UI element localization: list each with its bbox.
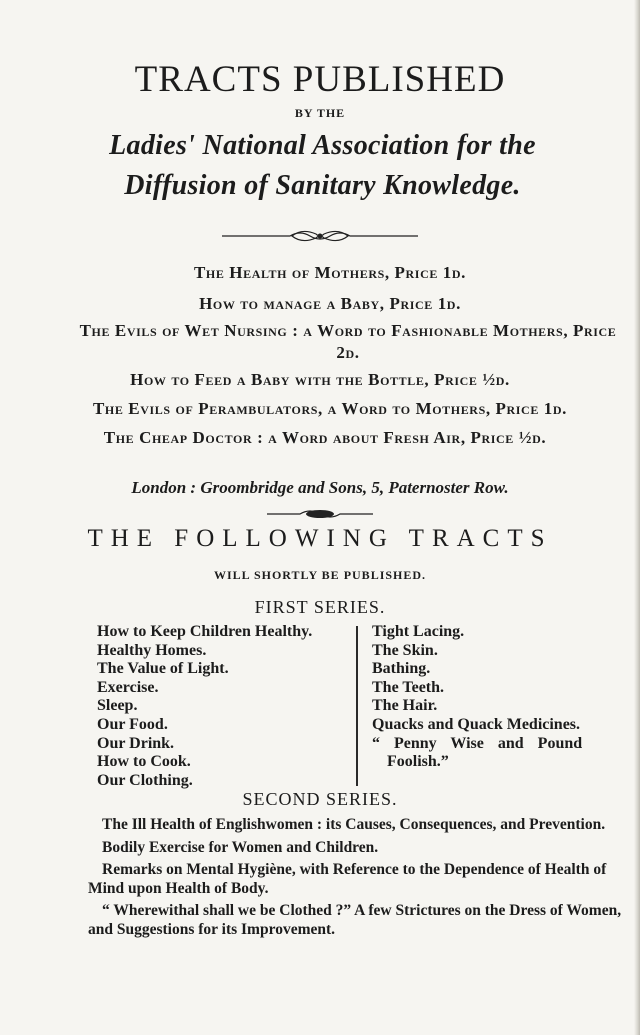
list-item: Our Drink.	[97, 734, 175, 752]
second-series-heading: SECOND SERIES.	[242, 789, 398, 809]
tract-item: How to Feed a Baby with the Bottle, Price ½d.	[130, 370, 510, 389]
tract-group	[60, 398, 600, 420]
list-item: How to Cook.	[97, 753, 191, 771]
tract-item: How to manage a Baby, Price 1d.	[199, 294, 461, 313]
following-heading: THE FOLLOWING TRACTS	[87, 525, 553, 552]
first-series-left-column	[97, 623, 347, 790]
list-item: Tight Lacing.	[372, 623, 465, 640]
tract-item: The Evils of Perambulators, a Word to Mothers, Price 1d.	[92, 399, 567, 418]
list-item: “ Wherewithal shall we be Clothed ?” A few Strictures on the Dress of Women, and Suggestions for its Improvement.	[88, 902, 622, 938]
list-item: The Value of Light.	[97, 660, 229, 678]
list-item: Quacks and Quack Medicines.	[372, 715, 581, 733]
list-item: Healthy Homes.	[97, 641, 207, 659]
by-line: BY THE	[294, 106, 346, 120]
list-item: Bathing.	[372, 660, 431, 678]
first-series-right-column	[372, 623, 622, 772]
tract-item-wrapped	[78, 320, 618, 364]
published-tracts-list	[80, 262, 580, 315]
list-item: “ Penny Wise and Pound	[372, 734, 583, 752]
list-item: The Ill Health of Englishwomen : its Causes, Consequences, and Prevention.	[102, 816, 606, 833]
following-subheading: WILL SHORTLY BE PUBLISHED.	[213, 568, 427, 582]
list-item: The Skin.	[372, 641, 438, 659]
tract-group	[60, 369, 580, 391]
society-name: Ladies' National Association for the Diffusion of Sanitary Knowledge.	[109, 130, 536, 201]
page-title: TRACTS PUBLISHED	[134, 59, 506, 100]
ornament-divider-top	[0, 228, 640, 249]
ornament-divider-middle	[0, 507, 640, 525]
list-item: Exercise.	[97, 678, 159, 696]
list-item: The Teeth.	[372, 678, 445, 696]
first-series-heading: FIRST SERIES.	[254, 597, 386, 617]
list-item: Our Food.	[97, 715, 168, 733]
list-item: Sleep.	[97, 697, 138, 715]
tract-group	[60, 427, 590, 449]
list-item: Our Clothing.	[97, 771, 193, 789]
list-item: Bodily Exercise for Women and Children.	[102, 838, 379, 856]
publisher-imprint: London : Groombridge and Sons, 5, Paternoster Row.	[131, 478, 509, 497]
list-item: How to Keep Children Healthy.	[97, 623, 313, 640]
list-item: The Hair.	[372, 697, 438, 715]
list-item: Foolish.”	[387, 753, 449, 771]
column-divider	[356, 626, 358, 786]
tract-item: The Evils of Wet Nursing : a Word to Fashionable Mothers, Price 2d.	[79, 321, 617, 362]
second-series-list	[88, 816, 623, 939]
tract-item: The Cheap Doctor : a Word about Fresh Air, Price ½d.	[103, 428, 547, 447]
list-item: Remarks on Mental Hygiène, with Reference to the Dependence of Health of Mind upon Health of Body.	[88, 861, 607, 897]
tract-item: The Health of Mothers, Price 1d.	[193, 263, 467, 282]
